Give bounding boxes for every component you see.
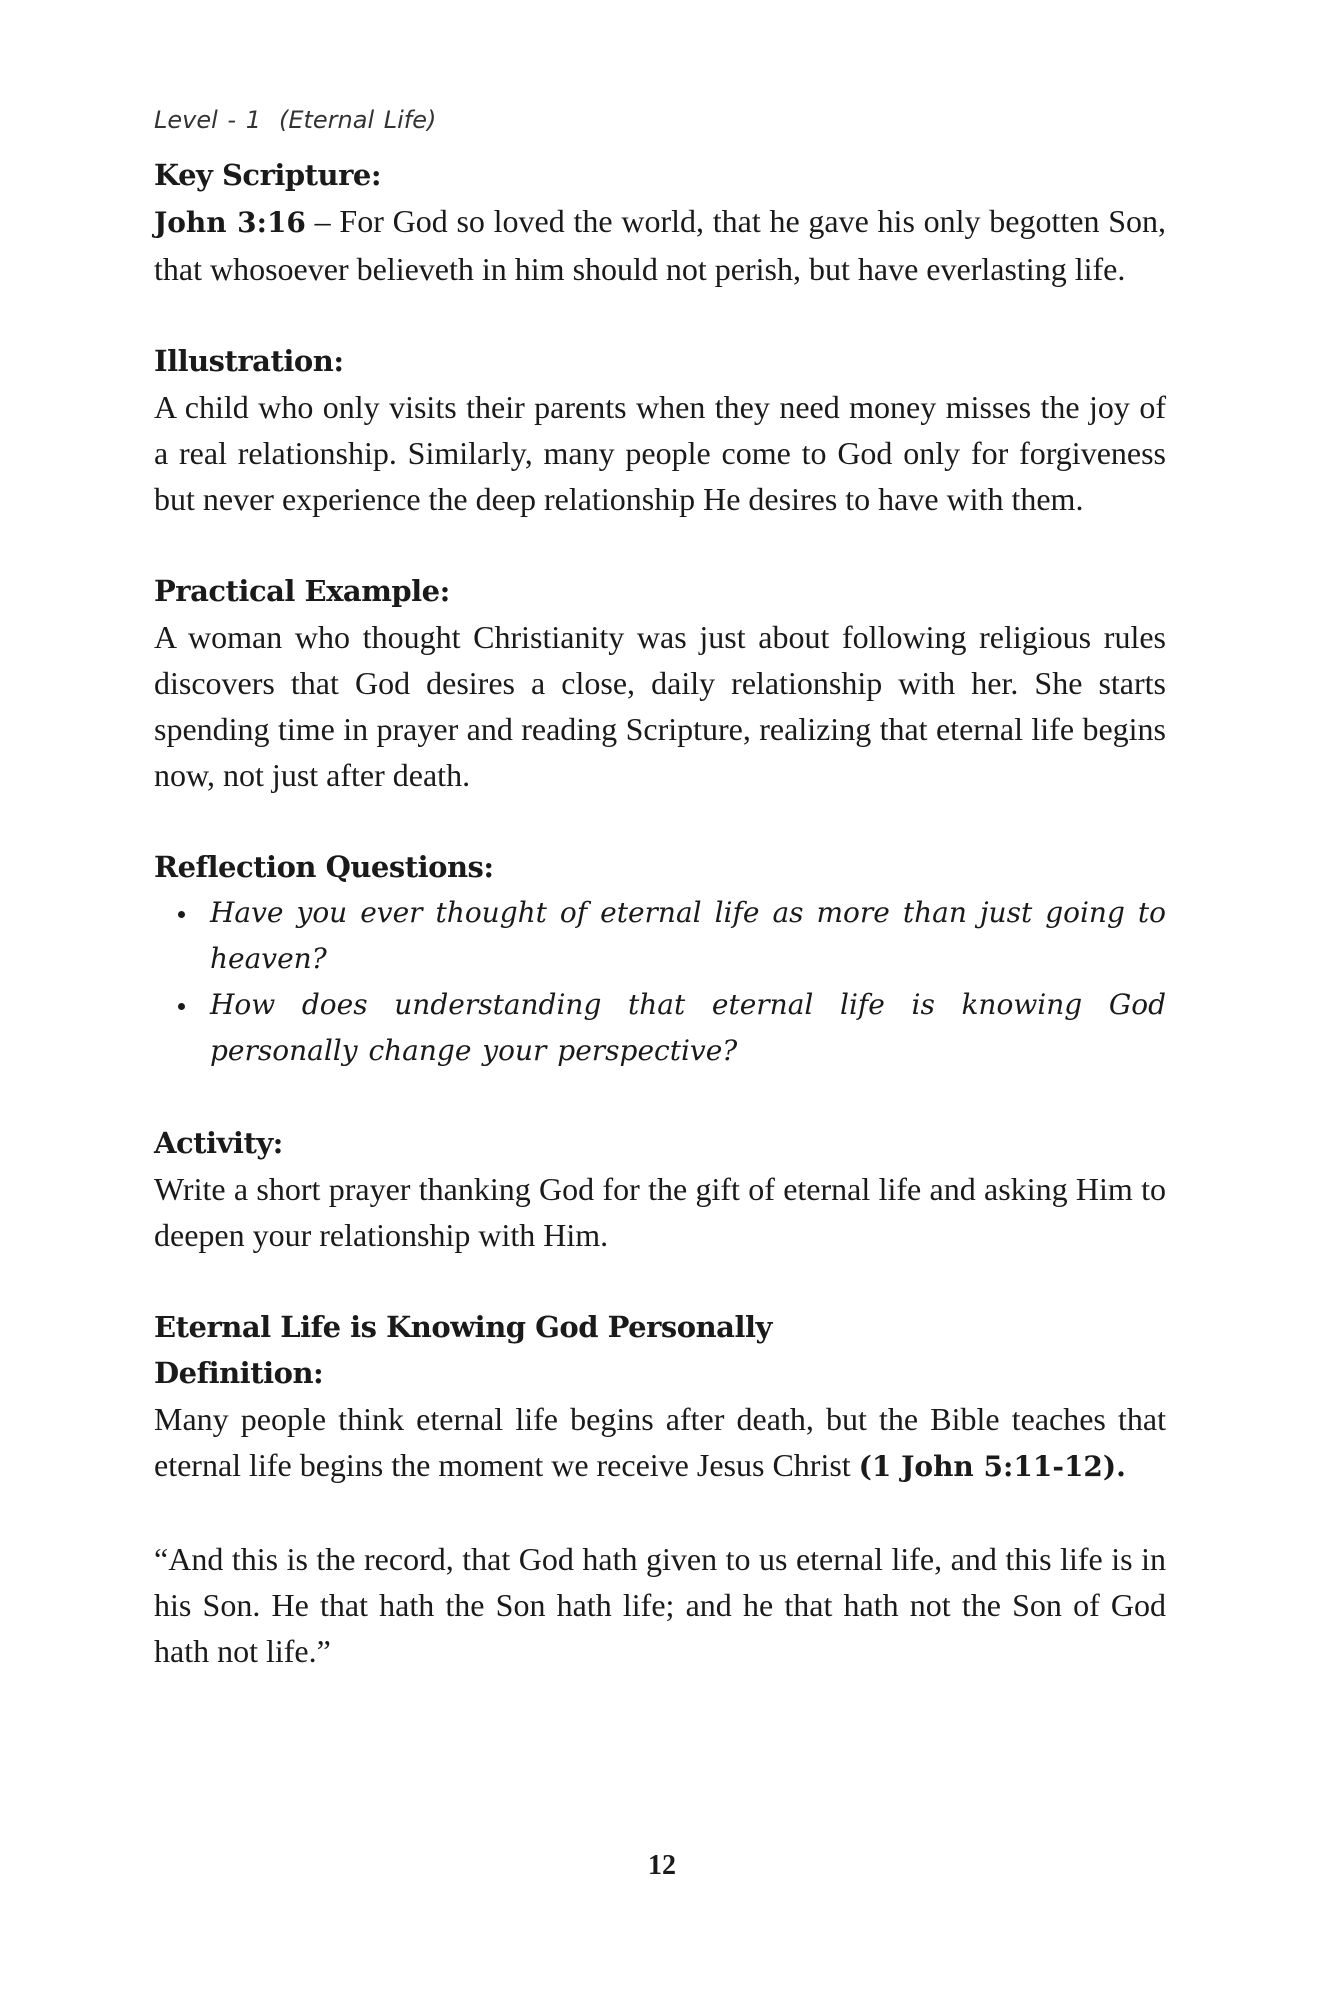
definition-reference: (1 John 5:11-12).	[858, 1450, 1126, 1483]
reflection-questions-heading: Reflection Questions:	[154, 850, 494, 884]
scripture-text: – For God so loved the world, that he gave his only begotten Son, that whosoever believeth in him should not perish, but have everlasting life.	[154, 203, 1167, 287]
definition-text: Many people think eternal life begins after death, but the Bible teaches that eternal life begins the moment we receive Jesus Christ	[154, 1401, 1166, 1483]
topic-label: (Eternal Life)	[278, 106, 437, 134]
running-header	[154, 100, 1166, 140]
level-label: Level - 1	[154, 106, 261, 134]
key-scripture-heading: Key Scripture:	[154, 158, 382, 192]
quote-text: “And this is the record, that God hath given to us eternal life, and this life is in his Son. He that hath the Son hath life; and he that hath not the Son of God hath not life.”	[154, 1541, 1166, 1669]
key-scripture-paragraph	[154, 198, 1166, 292]
activity-heading: Activity:	[154, 1126, 283, 1160]
definition-heading: Definition:	[154, 1356, 324, 1390]
illustration-text: A child who only visits their parents when they need money misses the joy of a real relationship. Similarly, many people come to God only for forgiveness but never experience the deep relationship He desires to have with them.	[154, 389, 1166, 517]
illustration-heading: Illustration:	[154, 344, 344, 378]
list-item: Have you ever thought of eternal life as more than just going to heaven?	[210, 890, 1166, 982]
activity-text: Write a short prayer thanking God for the gift of eternal life and asking Him to deepen your relationship with Him.	[154, 1171, 1166, 1253]
page-content	[154, 100, 1166, 1674]
definition-paragraph	[154, 1396, 1166, 1490]
practical-example-text: A woman who thought Christianity was just about following religious rules discovers that God desires a close, daily relationship with her. She starts spending time in prayer and reading Scripture, realizing that eternal life begins now, not just after death.	[154, 619, 1166, 793]
section-title: Eternal Life is Knowing God Personally	[154, 1310, 772, 1344]
scripture-reference: John 3:16	[154, 206, 306, 239]
page-number: 12	[648, 1850, 676, 1881]
list-item: How does understanding that eternal life is knowing God personally change your perspective?	[210, 982, 1166, 1074]
reflection-questions-list	[154, 890, 1166, 1074]
practical-example-heading: Practical Example:	[154, 574, 450, 608]
